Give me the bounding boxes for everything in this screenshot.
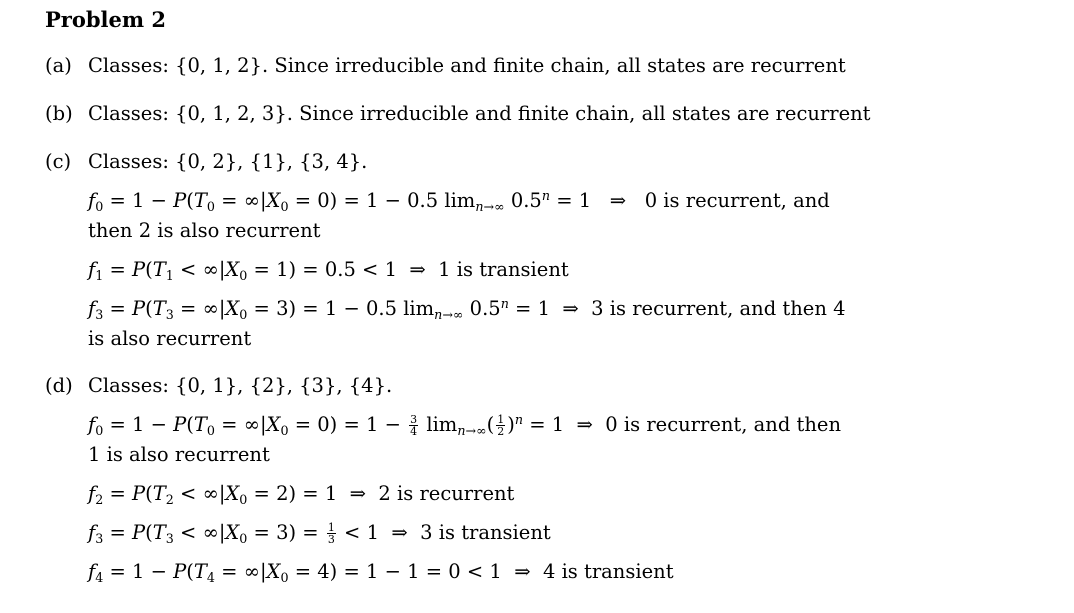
implies-arrow-icon: ⇒ — [391, 521, 408, 544]
fraction-1-3: $\frac{1}{3}$ — [327, 521, 335, 546]
part-d-f3-conclusion: 3 is transient — [420, 521, 551, 544]
part-d-label: (d) — [45, 374, 73, 397]
part-c-f3-conclusion: 3 is recurrent, and then 4 — [591, 297, 846, 320]
part-b-label: (b) — [45, 102, 73, 125]
part-d-f0-conclusion: 0 is recurrent, and then — [605, 413, 842, 436]
implies-arrow-icon: ⇒ — [609, 189, 627, 212]
implies-arrow-icon: ⇒ — [349, 482, 366, 505]
part-d-f0-continuation: 1 is also recurrent — [88, 443, 270, 466]
part-c-f3-continuation: is also recurrent — [88, 327, 252, 350]
part-c-classes: Classes: {0, 2}, {1}, {3, 4}. — [88, 150, 368, 173]
implies-arrow-icon: ⇒ — [514, 560, 531, 583]
part-d-f4-equation: $f_4 = 1 - P(T_4 = \infty|X_0 = 4) = 1 - 1 = 0 < 1$ ⇒ 4 is transient — [88, 560, 674, 585]
part-c-f1-equation: $f_1 = P(T_1 < \infty|X_0 = 1) = 0.5 < 1$ ⇒ 1 is transient — [88, 258, 569, 283]
part-a-text: Classes: {0, 1, 2}. Since irreducible and finite chain, all states are recurrent — [88, 54, 846, 77]
part-a-label: (a) — [45, 54, 72, 77]
part-c-f3-equation: $f_3 = P(T_3 = \infty|X_0 = 3) = 1 - 0.5$ $\lim_{n\to\infty} 0.5^n = 1$ ⇒ 3 is recurrent, and then 4 — [88, 296, 846, 322]
fraction-3-4: $\frac{3}{4}$ — [410, 413, 418, 438]
part-b-text: Classes: {0, 1, 2, 3}. Since irreducible and finite chain, all states are recurrent — [88, 102, 871, 125]
implies-arrow-icon: ⇒ — [576, 413, 593, 436]
part-d-f4-conclusion: 4 is transient — [542, 560, 674, 583]
part-d-classes: Classes: {0, 1}, {2}, {3}, {4}. — [88, 374, 393, 397]
part-d-f2-equation: $f_2 = P(T_2 < \infty|X_0 = 2) = 1$ ⇒ 2 is recurrent — [88, 482, 515, 507]
part-c-f0-continuation: then 2 is also recurrent — [88, 219, 321, 242]
fraction-1-2: $\frac{1}{2}$ — [497, 413, 505, 438]
implies-arrow-icon: ⇒ — [409, 258, 426, 281]
part-d-f3-equation: $f_3 = P(T_3 < \infty|X_0 = 3)$ = $\frac{1}{3}$ < 1 ⇒ 3 is transient — [88, 521, 551, 546]
part-d-f2-conclusion: 2 is recurrent — [378, 482, 515, 505]
part-c-label: (c) — [45, 150, 72, 173]
part-c-f0-conclusion: 0 is recurrent, and — [644, 189, 830, 212]
part-c-f0-equation: $f_0 = 1 - P(T_0 = \infty|X_0 = 0) = 1 - 0.5$ $\lim_{n\to\infty} 0.5^n = 1$ ⇒ 0 is recurrent, and — [88, 188, 830, 214]
implies-arrow-icon: ⇒ — [562, 297, 579, 320]
part-d-f0-equation: $f_0 = 1 - P(T_0 = \infty|X_0 = 0) = 1$ − $\frac{3}{4}$ $\lim_{n\to\infty}$( $\frac{1}{2}$ )$^n$ = 1 ⇒ 0 is recurrent, and then — [88, 412, 842, 438]
part-c-f1-conclusion: 1 is transient — [438, 258, 569, 281]
problem-title: Problem 2 — [45, 7, 167, 32]
